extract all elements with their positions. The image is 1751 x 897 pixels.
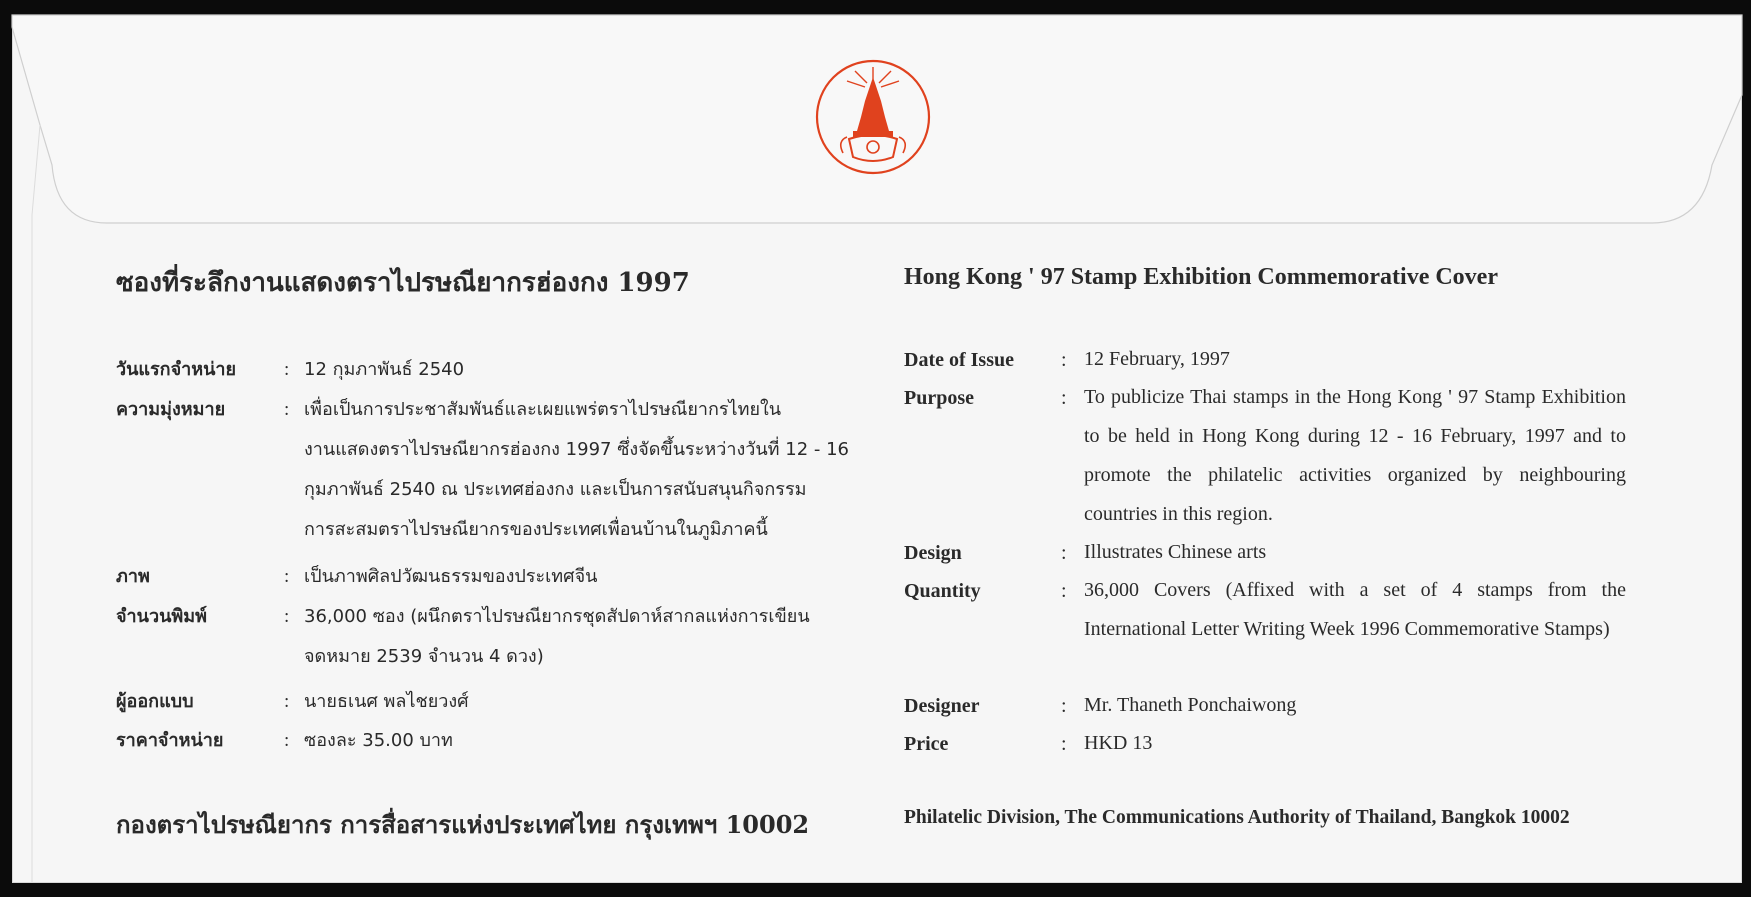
eng-value: 36,000 Covers (Affixed with a set of 4 stamps from the International Letter Writing Week 1996 Commemorative Stamps) — [1084, 579, 1626, 640]
thai-value-line: 36,000 ซอง (ผนึกตราไปรษณียากรชุดสัปดาห์สากลแห่งการเขียน — [304, 606, 810, 627]
thai-label: ราคาจำหน่าย — [116, 730, 224, 751]
thai-value-line: กุมภาพันธ์ 2540 ณ ประเทศฮ่องกง และเป็นการสนับสนุนกิจกรรม — [304, 479, 807, 500]
eng-value: HKD 13 — [1084, 732, 1153, 754]
english-title: Hong Kong ' 97 Stamp Exhibition Commemorative Cover — [904, 264, 1498, 290]
colon: : — [1061, 542, 1067, 564]
colon: : — [1061, 349, 1067, 371]
thai-label: ความมุ่งหมาย — [116, 399, 226, 420]
eng-label: Date of Issue — [904, 349, 1014, 371]
colon: : — [284, 730, 290, 751]
thai-value-line: การสะสมตราไปรษณียากรของประเทศเพื่อนบ้านในภูมิภาคนี้ — [304, 519, 768, 540]
colon: : — [284, 606, 290, 627]
thai-value: ซองละ 35.00 บาท — [304, 730, 453, 751]
thai-value-line: เพื่อเป็นการประชาสัมพันธ์และเผยแพร่ตราไปรษณียากรไทยใน — [304, 399, 782, 420]
thai-value-line: จดหมาย 2539 จำนวน 4 ดวง) — [304, 646, 544, 667]
eng-label: Purpose — [904, 387, 974, 409]
eng-label: Design — [904, 542, 962, 564]
eng-value: Mr. Thaneth Ponchaiwong — [1084, 694, 1297, 716]
colon: : — [284, 566, 290, 587]
colon: : — [284, 691, 290, 712]
thai-label: วันแรกจำหน่าย — [116, 359, 237, 380]
colon: : — [1061, 733, 1067, 755]
thai-footer-address: กองตราไปรษณียากร การสื่อสารแห่งประเทศไทย กรุงเทพฯ 10002 — [116, 810, 810, 839]
colon: : — [1061, 695, 1067, 717]
thai-value: 12 กุมภาพันธ์ 2540 — [304, 359, 465, 380]
colon: : — [1061, 580, 1067, 602]
thai-label: จำนวนพิมพ์ — [116, 606, 207, 627]
english-footer-address: Philatelic Division, The Communications Authority of Thailand, Bangkok 10002 — [904, 807, 1570, 828]
thai-value-line: งานแสดงตราไปรษณียากรฮ่องกง 1997 ซึ่งจัดขึ้นระหว่างวันที่ 12 - 16 — [304, 439, 849, 460]
eng-label: Quantity — [904, 580, 981, 602]
royal-crest-emblem-icon — [813, 57, 933, 177]
eng-label: Price — [904, 733, 949, 755]
thai-value: นายธเนศ พลไชยวงศ์ — [304, 691, 469, 712]
eng-value: Illustrates Chinese arts — [1084, 541, 1267, 563]
thai-value: เป็นภาพศิลปวัฒนธรรมของประเทศจีน — [304, 566, 598, 587]
colon: : — [284, 359, 290, 380]
eng-label: Designer — [904, 695, 980, 717]
colon: : — [1061, 387, 1067, 409]
thai-label: ภาพ — [116, 566, 150, 587]
eng-value: To publicize Thai stamps in the Hong Kong ' 97 Stamp Exhibition to be held in Hong Kong during 12 - 16 February, 1997 and to promote the philatelic activities organized by neighbouring countries in this region. — [1084, 386, 1626, 525]
thai-label: ผู้ออกแบบ — [116, 691, 194, 712]
eng-value: 12 February, 1997 — [1084, 348, 1230, 370]
colon: : — [284, 399, 290, 420]
thai-title: ซองที่ระลึกงานแสดงตราไปรษณียากรฮ่องกง 1997 — [116, 268, 690, 298]
